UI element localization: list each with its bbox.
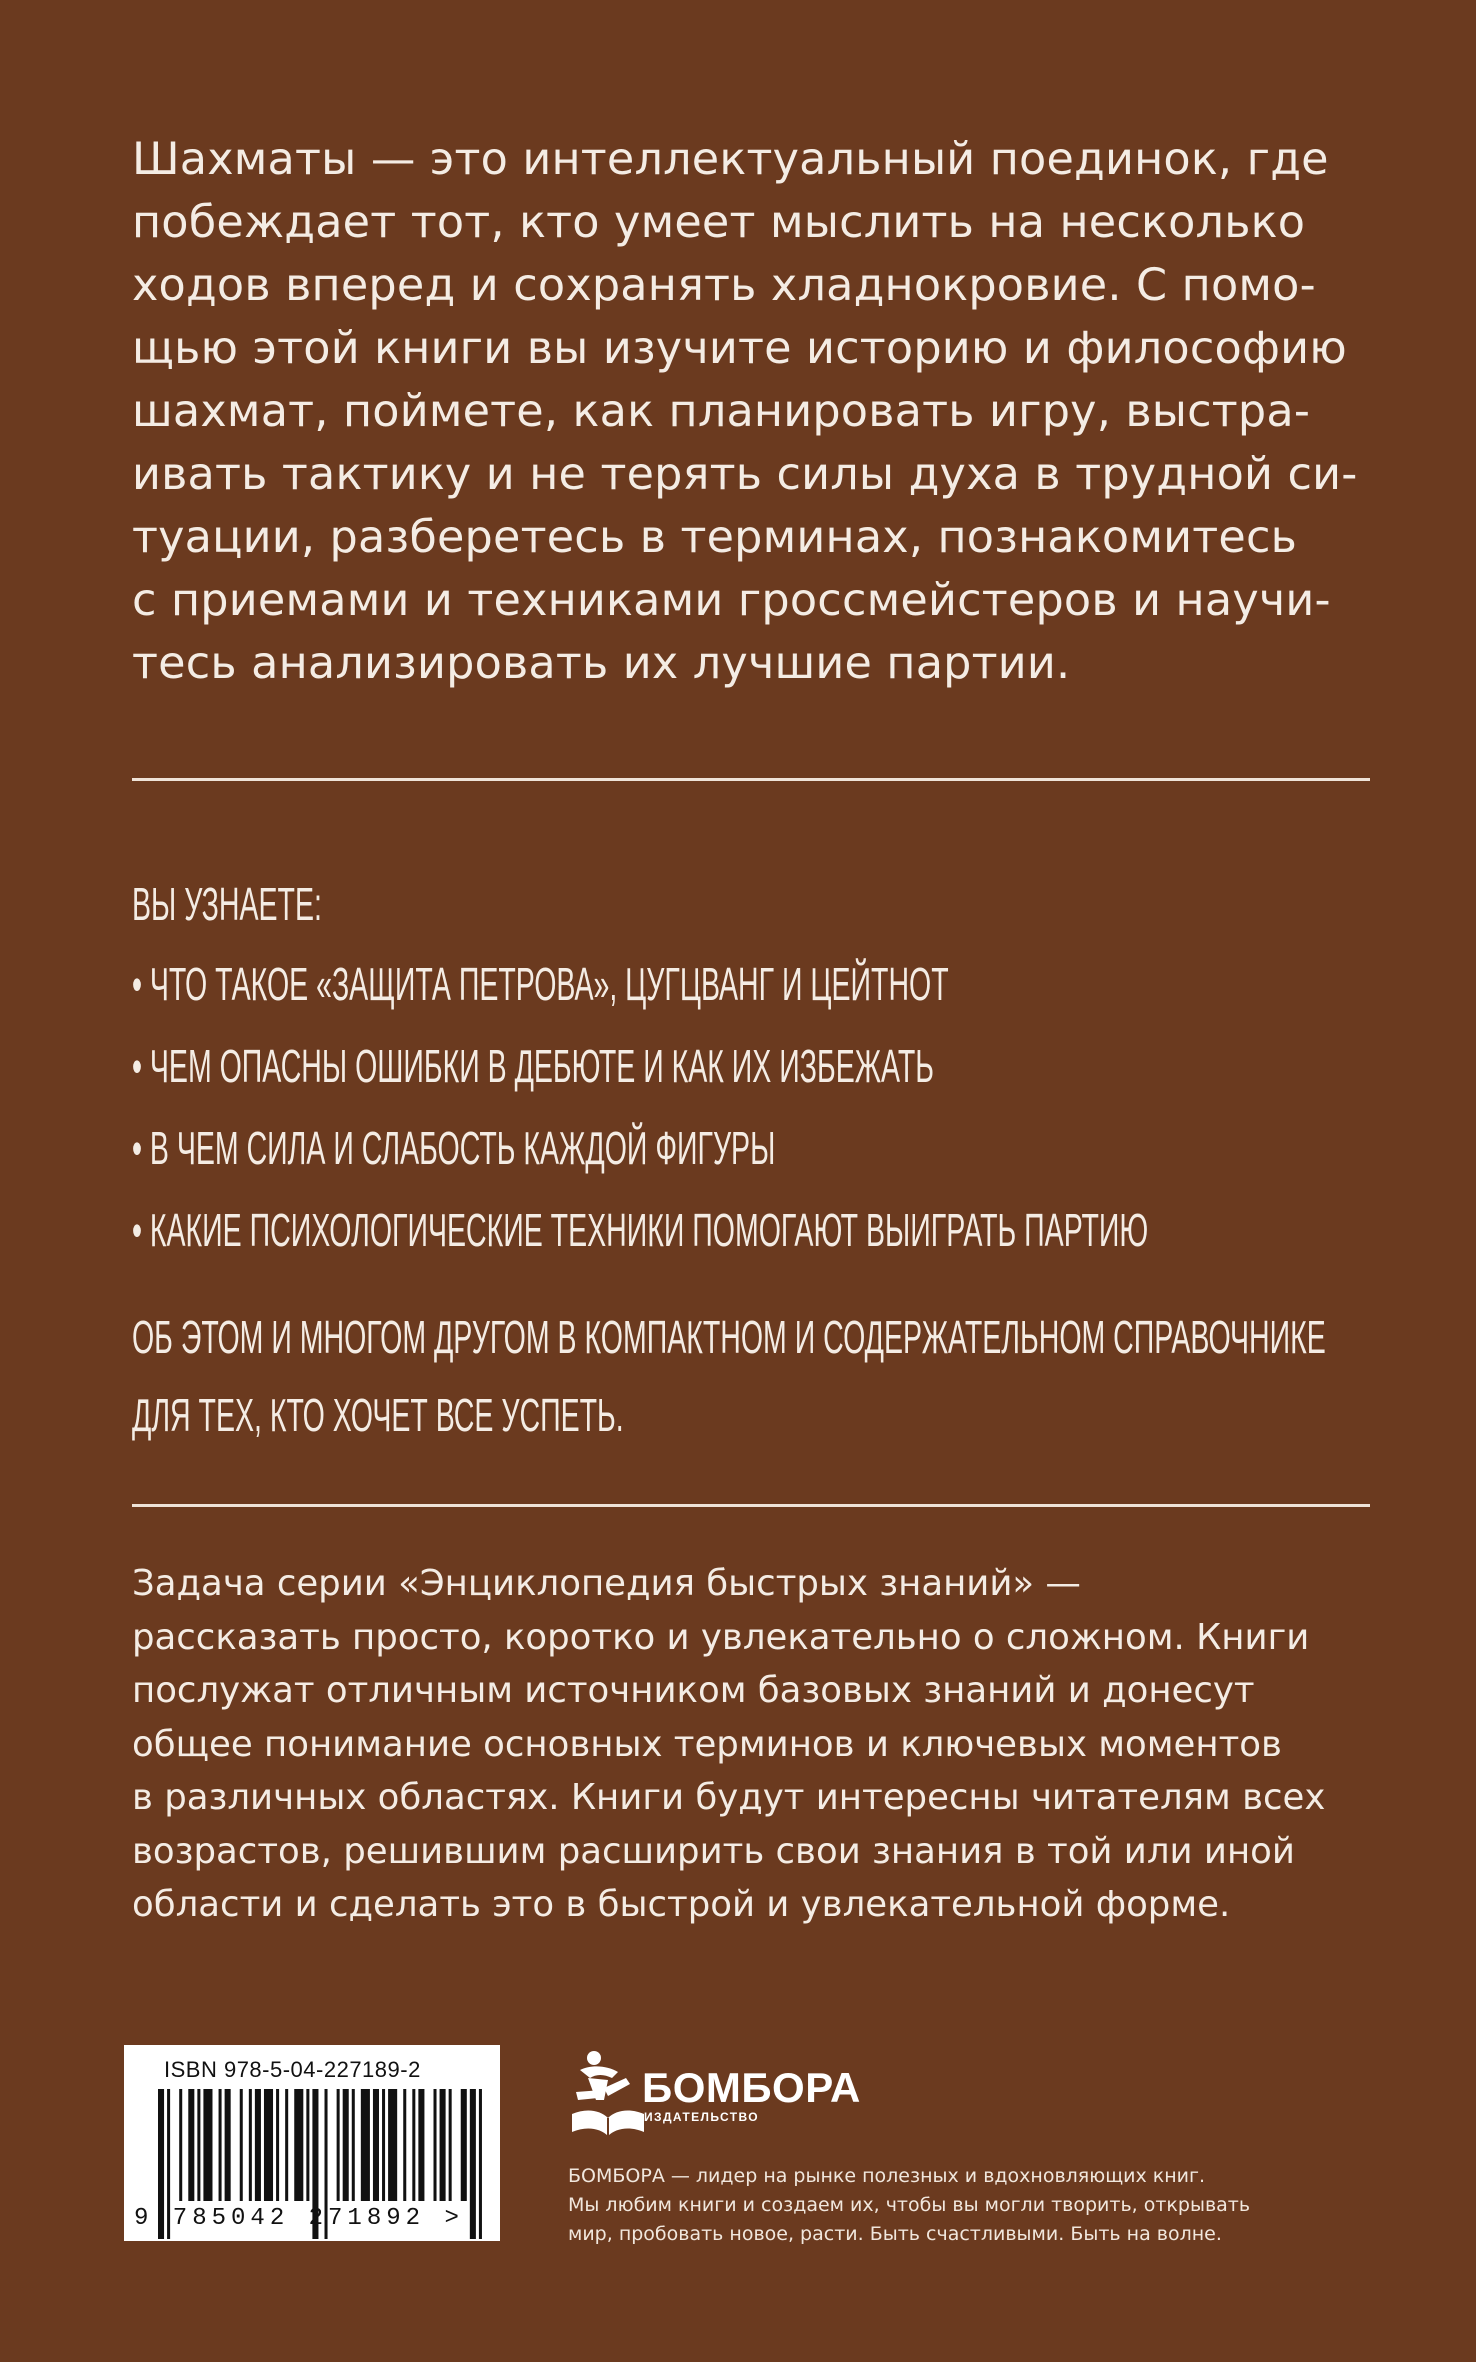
barcode-bar	[418, 2089, 424, 2201]
intro-line: Шахматы — это интеллектуальный поединок, где	[132, 134, 1329, 185]
divider-bottom	[132, 1504, 1370, 1507]
series-line: возрастов, решившим расширить свои знания в той или иной	[132, 1830, 1295, 1872]
publisher-subtitle: ИЗДАТЕЛЬСТВО	[644, 2110, 760, 2124]
about-line: мир, пробовать новое, расти. Быть счастливыми. Быть на волне.	[568, 2223, 1222, 2245]
barcode-bar	[219, 2089, 222, 2201]
learn-bullet	[132, 1202, 1476, 1284]
isbn-number: ISBN 978-5-04-227189-2	[164, 2057, 421, 2082]
barcode-bar	[470, 2089, 476, 2239]
intro-line: побеждает тот, кто умеет мыслить на несколько	[132, 197, 1306, 248]
barcode-bar	[382, 2089, 385, 2201]
barcode-bar	[197, 2089, 200, 2201]
barcode-bar	[294, 2089, 303, 2201]
learn-bullet-list	[132, 956, 1476, 1284]
intro-line: ходов вперед и сохранять хладнокровие. С помо-	[132, 260, 1316, 311]
barcode-bar	[361, 2089, 370, 2201]
learn-bullet	[132, 956, 1476, 1038]
barcode-bar	[479, 2089, 482, 2239]
barcode-bar	[179, 2089, 182, 2201]
barcode-bar	[188, 2089, 194, 2201]
barcode-bar	[255, 2089, 261, 2201]
intro-line: тесь анализировать их лучшие партии.	[132, 638, 1071, 689]
barcode-bar	[449, 2089, 452, 2201]
barcode-bar	[373, 2089, 379, 2201]
series-line: Задача серии «Энциклопедия быстрых знаний» —	[132, 1563, 1081, 1604]
learn-bullet-text: • ЧТО ТАКОЕ «ЗАЩИТА ПЕТРОВА», ЦУГЦВАНГ И ЦЕЙТНОТ	[132, 958, 949, 1010]
barcode-bar	[352, 2089, 355, 2201]
series-line: послужат отличным источником базовых знаний и донесут	[132, 1670, 1255, 1711]
barcode-digits: 9 785042 271892 >	[134, 2205, 464, 2232]
summary-line	[132, 1298, 1476, 1376]
jumping-figure-on-book-icon	[568, 2048, 648, 2140]
intro-line: ивать тактику и не терять силы духа в трудной си-	[132, 449, 1358, 500]
series-line: рассказать просто, коротко и увлекательно о сложном. Книги	[132, 1616, 1310, 1658]
learn-bullet-text: • КАКИЕ ПСИХОЛОГИЧЕСКИЕ ТЕХНИКИ ПОМОГАЮТ ВЫИГРАТЬ ПАРТИЮ	[132, 1204, 1149, 1256]
intro-line: с приемами и техниками гроссмейстеров и научи-	[132, 575, 1331, 626]
about-line: Мы любим книги и создаем их, чтобы вы могли творить, открывать	[568, 2194, 1251, 2216]
barcode-bar	[276, 2089, 279, 2201]
learn-bullet	[132, 1038, 1476, 1120]
about-line: БОМБОРА — лидер на рынке полезных и вдохновляющих книг.	[568, 2165, 1206, 2187]
summary-text: ДЛЯ ТЕХ, КТО ХОЧЕТ ВСЕ УСПЕТЬ.	[132, 1389, 624, 1441]
learn-bullet-text: • В ЧЕМ СИЛА И СЛАБОСТЬ КАЖДОЙ ФИГУРЫ	[132, 1122, 776, 1174]
intro-line: шахмат, поймете, как планировать игру, выстра-	[132, 386, 1311, 437]
intro-line: туации, разберетесь в терминах, познакомитесь	[132, 512, 1298, 563]
learn-summary	[132, 1298, 1476, 1454]
series-line: области и сделать это в быстрой и увлекательной форме.	[132, 1884, 1231, 1925]
publisher-name: БОМБОРА	[642, 2064, 861, 2111]
intro-paragraph	[132, 128, 1372, 695]
barcode-bar	[412, 2089, 415, 2201]
barcode-bar	[249, 2089, 252, 2201]
barcode-bar	[225, 2089, 231, 2201]
publisher-about	[568, 2162, 1328, 2249]
barcode-bar	[343, 2089, 349, 2201]
learn-bullet	[132, 1120, 1476, 1202]
series-line: в различных областях. Книги будут интересны читателям всех	[132, 1777, 1326, 1818]
barcode-bar	[240, 2089, 243, 2201]
barcode-bar	[264, 2089, 273, 2201]
barcode-bar	[388, 2089, 397, 2201]
intro-line: щью этой книги вы изучите историю и философию	[132, 323, 1347, 374]
summary-text: ОБ ЭТОМ И МНОГОМ ДРУГОМ В КОМПАКТНОМ И СОДЕРЖАТЕЛЬНОМ СПРАВОЧНИКЕ	[132, 1311, 1326, 1363]
summary-line	[132, 1376, 1476, 1454]
isbn-barcode	[124, 2045, 500, 2241]
learn-heading-text: ВЫ УЗНАЕТЕ:	[132, 878, 322, 930]
series-paragraph	[132, 1557, 1372, 1932]
barcode-bar	[434, 2089, 437, 2201]
barcode-bar	[440, 2089, 446, 2201]
barcode-bar	[203, 2089, 212, 2201]
learn-heading	[132, 876, 1372, 932]
barcode-bar	[337, 2089, 340, 2201]
barcode-bar	[306, 2089, 309, 2201]
barcode-bar	[461, 2089, 467, 2201]
barcode-bar	[403, 2089, 406, 2201]
divider-top	[132, 778, 1370, 781]
series-line: общее понимание основных терминов и ключевых моментов	[132, 1723, 1282, 1765]
barcode-bar	[285, 2089, 288, 2201]
learn-bullet-text: • ЧЕМ ОПАСНЫ ОШИБКИ В ДЕБЮТЕ И КАК ИХ ИЗБЕЖАТЬ	[132, 1040, 934, 1092]
